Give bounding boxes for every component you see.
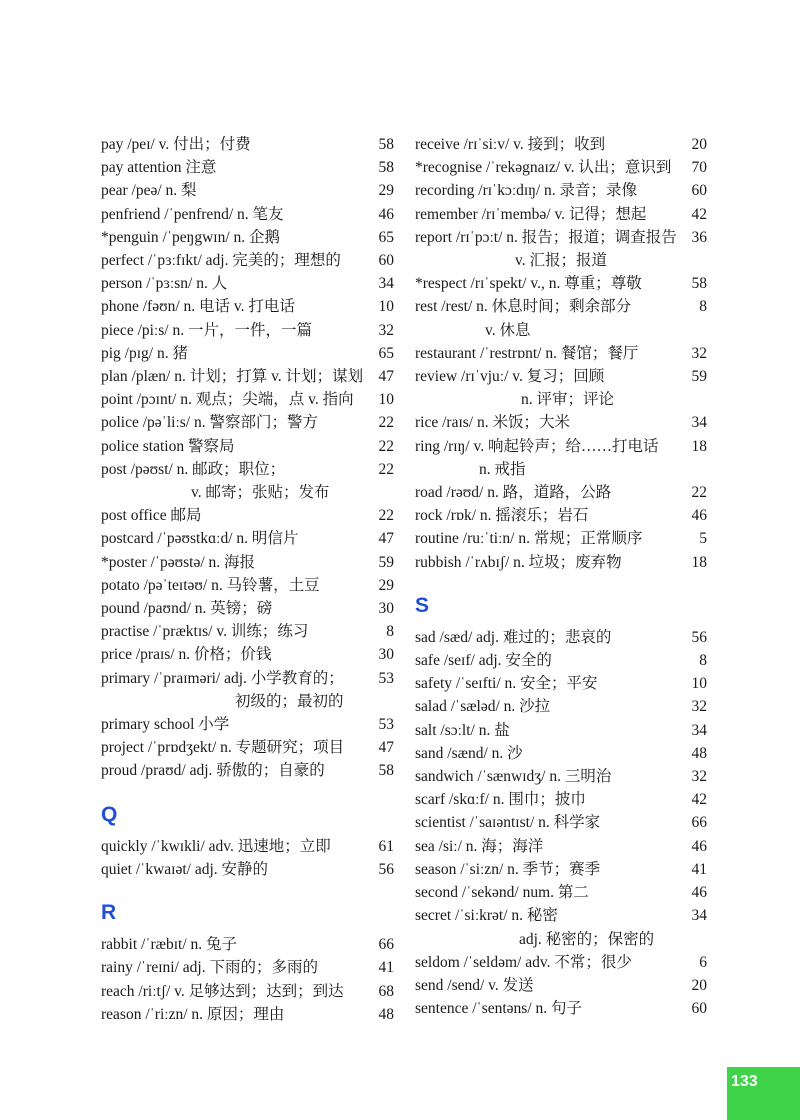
index-entry bbox=[415, 156, 707, 179]
entry-text: postcard /ˈpəʊstkɑːd/ n. 明信片 bbox=[101, 530, 299, 548]
entry-text: season /ˈsiːzn/ n. 季节；赛季 bbox=[415, 860, 601, 878]
entry-text: pay /peɪ/ v. 付出；付费 bbox=[101, 136, 251, 153]
entry-text: scarf /skɑːf/ n. 围巾；披巾 bbox=[415, 791, 586, 809]
index-entry bbox=[415, 835, 707, 858]
index-entry bbox=[101, 365, 394, 388]
entry-text: penfriend /ˈpenfrend/ n. 笔友 bbox=[101, 205, 284, 223]
index-entry bbox=[415, 272, 707, 295]
entry-page-number: 56 bbox=[691, 628, 707, 646]
entry-text: recording /rɪˈkɔːdɪŋ/ n. 录音；录像 bbox=[415, 182, 638, 200]
entry-page-number: 10 bbox=[378, 391, 394, 409]
index-entry bbox=[415, 203, 707, 226]
entry-text: post /pəʊst/ n. 邮政；职位； bbox=[101, 460, 286, 478]
entry-text: *penguin /ˈpeŋgwɪn/ n. 企鹅 bbox=[101, 228, 281, 246]
entry-page-number: 5 bbox=[699, 530, 707, 548]
index-entry bbox=[415, 411, 707, 434]
entry-page-number: 53 bbox=[378, 716, 394, 734]
entry-text: pound /paʊnd/ n. 英镑；磅 bbox=[101, 600, 273, 618]
entry-page-number: 30 bbox=[378, 646, 394, 664]
entry-page-number: 41 bbox=[691, 860, 707, 878]
entry-page-number: 46 bbox=[691, 884, 707, 902]
index-entry bbox=[101, 551, 394, 574]
entry-text: review /rɪˈvjuː/ v. 复习；回顾 bbox=[415, 368, 605, 386]
entry-page-number: 58 bbox=[378, 136, 394, 153]
entry-page-number: 22 bbox=[378, 460, 394, 478]
index-entry bbox=[415, 695, 707, 718]
index-entry bbox=[415, 342, 707, 365]
entry-text: rice /raɪs/ n. 米饭；大米 bbox=[415, 414, 570, 432]
index-column-left bbox=[101, 133, 394, 1026]
entry-page-number: 47 bbox=[378, 530, 394, 548]
entry-text: sand /sænd/ n. 沙 bbox=[415, 744, 523, 762]
entry-page-number: 34 bbox=[378, 275, 394, 293]
index-entry bbox=[415, 226, 707, 272]
entry-continuation: v. 休息 bbox=[485, 321, 531, 339]
index-entry bbox=[101, 643, 394, 666]
entry-page-number: 56 bbox=[378, 860, 394, 878]
index-entry bbox=[101, 667, 394, 713]
entry-text: price /praɪs/ n. 价格；价钱 bbox=[101, 646, 272, 664]
entry-page-number: 41 bbox=[378, 959, 394, 977]
entry-page-number: 47 bbox=[378, 368, 394, 386]
index-entry bbox=[101, 933, 394, 956]
entry-text: rainy /ˈreɪni/ adj. 下雨的；多雨的 bbox=[101, 959, 318, 977]
entry-page-number: 8 bbox=[699, 298, 707, 316]
entry-text: second /ˈsekənd/ num. 第二 bbox=[415, 884, 589, 902]
entry-page-number: 48 bbox=[691, 744, 707, 762]
entry-page-number: 32 bbox=[691, 344, 707, 362]
index-entry bbox=[415, 295, 707, 341]
entry-text: pig /pɪg/ n. 猪 bbox=[101, 344, 188, 362]
entry-page-number: 66 bbox=[378, 936, 394, 954]
entry-page-number: 22 bbox=[378, 507, 394, 525]
entry-text: secret /ˈsiːkrət/ n. 秘密 bbox=[415, 907, 558, 925]
entry-continuation: adj. 秘密的；保密的 bbox=[519, 930, 655, 948]
index-entry bbox=[101, 597, 394, 620]
index-entry bbox=[415, 527, 707, 550]
index-entry bbox=[101, 980, 394, 1003]
entry-page-number: 22 bbox=[378, 437, 394, 455]
entry-page-number: 20 bbox=[691, 976, 707, 994]
index-entry bbox=[101, 272, 394, 295]
entry-text: rabbit /ˈræbɪt/ n. 兔子 bbox=[101, 936, 238, 954]
index-entry bbox=[415, 672, 707, 695]
entry-page-number: 58 bbox=[378, 159, 394, 177]
index-entry bbox=[101, 713, 394, 736]
index-entry bbox=[415, 974, 707, 997]
entry-page-number: 46 bbox=[691, 507, 707, 525]
entry-page-number: 53 bbox=[378, 669, 394, 687]
entry-text: quiet /ˈkwaɪət/ adj. 安静的 bbox=[101, 860, 269, 878]
entry-text: quickly /ˈkwɪkli/ adv. 迅速地；立即 bbox=[101, 837, 331, 855]
entry-text: *respect /rɪˈspekt/ v., n. 尊重；尊敬 bbox=[415, 275, 642, 293]
entry-text: piece /piːs/ n. 一片，一件，一篇 bbox=[101, 321, 312, 339]
index-entry bbox=[415, 481, 707, 504]
entry-page-number: 22 bbox=[691, 484, 707, 502]
index-column-right bbox=[415, 133, 707, 1020]
index-entry bbox=[415, 765, 707, 788]
index-entry bbox=[101, 133, 394, 156]
entry-text: pay attention 注意 bbox=[101, 159, 217, 177]
entry-text: seldom /ˈseldəm/ adv. 不常；很少 bbox=[415, 953, 632, 971]
entry-page-number: 10 bbox=[691, 675, 707, 693]
index-entry bbox=[101, 504, 394, 527]
entry-text: post office 邮局 bbox=[101, 507, 202, 525]
entry-text: primary school 小学 bbox=[101, 716, 230, 734]
index-entry bbox=[101, 411, 394, 434]
index-entry bbox=[101, 1003, 394, 1026]
entry-text: phone /fəʊn/ n. 电话 v. 打电话 bbox=[101, 298, 295, 316]
entry-page-number: 65 bbox=[378, 228, 394, 246]
entry-page-number: 36 bbox=[691, 228, 707, 246]
entry-page-number: 10 bbox=[378, 298, 394, 316]
index-entry bbox=[415, 133, 707, 156]
entry-text: perfect /ˈpɜːfɪkt/ adj. 完美的；理想的 bbox=[101, 252, 341, 270]
index-entry bbox=[415, 881, 707, 904]
entry-text: practise /ˈpræktɪs/ v. 训练；练习 bbox=[101, 623, 309, 641]
entry-page-number: 22 bbox=[378, 414, 394, 432]
index-entry bbox=[101, 342, 394, 365]
entry-page-number: 47 bbox=[378, 739, 394, 757]
index-entry bbox=[101, 295, 394, 318]
entry-page-number: 29 bbox=[378, 576, 394, 594]
index-entry bbox=[101, 388, 394, 411]
index-entry bbox=[101, 319, 394, 342]
entry-text: potato /pəˈteɪtəʊ/ n. 马铃薯，土豆 bbox=[101, 576, 320, 594]
entry-continuation: n. 评审；评论 bbox=[521, 391, 615, 409]
entry-page-number: 42 bbox=[691, 205, 707, 223]
entry-text: project /ˈprɒdʒekt/ n. 专题研究；项目 bbox=[101, 739, 345, 757]
entry-continuation: n. 戒指 bbox=[479, 460, 526, 478]
entry-text: safety /ˈseɪfti/ n. 安全；平安 bbox=[415, 675, 598, 693]
entry-page-number: 58 bbox=[378, 762, 394, 780]
index-entry bbox=[415, 997, 707, 1020]
entry-page-number: 42 bbox=[691, 791, 707, 809]
entry-text: sea /siː/ n. 海；海洋 bbox=[415, 837, 544, 855]
index-entry bbox=[415, 811, 707, 834]
entry-text: salt /sɔːlt/ n. 盐 bbox=[415, 721, 510, 739]
index-entry bbox=[101, 835, 394, 858]
entry-text: routine /ruːˈtiːn/ n. 常规；正常顺序 bbox=[415, 530, 643, 548]
entry-text: salad /ˈsæləd/ n. 沙拉 bbox=[415, 698, 551, 716]
entry-text: person /ˈpɜːsn/ n. 人 bbox=[101, 275, 228, 293]
entry-text: sandwich /ˈsænwɪdʒ/ n. 三明治 bbox=[415, 768, 612, 786]
entry-text: reason /ˈriːzn/ n. 原因；理由 bbox=[101, 1005, 285, 1023]
section-letter-r: R bbox=[101, 901, 117, 925]
index-entry bbox=[415, 626, 707, 649]
index-entry bbox=[415, 858, 707, 881]
entry-page-number: 58 bbox=[691, 275, 707, 293]
index-entry bbox=[101, 249, 394, 272]
index-entry bbox=[101, 458, 394, 504]
entry-page-number: 46 bbox=[691, 837, 707, 855]
index-entry bbox=[415, 435, 707, 481]
entry-page-number: 65 bbox=[378, 344, 394, 362]
index-entry bbox=[415, 788, 707, 811]
index-entry bbox=[415, 951, 707, 974]
entry-text: pear /peə/ n. 梨 bbox=[101, 182, 197, 200]
index-entry bbox=[101, 736, 394, 759]
entry-page-number: 29 bbox=[378, 182, 394, 200]
entry-text: point /pɔɪnt/ n. 观点；尖端，点 v. 指向 bbox=[101, 391, 354, 409]
entry-text: scientist /ˈsaɪəntɪst/ n. 科学家 bbox=[415, 814, 601, 832]
entry-page-number: 30 bbox=[378, 600, 394, 618]
entry-page-number: 60 bbox=[691, 182, 707, 200]
index-entry bbox=[415, 649, 707, 672]
entry-page-number: 32 bbox=[691, 698, 707, 716]
entry-text: receive /rɪˈsiːv/ v. 接到；收到 bbox=[415, 136, 606, 153]
entry-page-number: 59 bbox=[691, 368, 707, 386]
entry-page-number: 8 bbox=[699, 652, 707, 670]
index-entry bbox=[415, 742, 707, 765]
entry-page-number: 66 bbox=[691, 814, 707, 832]
entry-page-number: 61 bbox=[378, 837, 394, 855]
index-entry bbox=[101, 435, 394, 458]
entry-page-number: 48 bbox=[378, 1005, 394, 1023]
section-letter-q: Q bbox=[101, 802, 118, 826]
entry-text: road /rəʊd/ n. 路，道路，公路 bbox=[415, 484, 612, 502]
entry-page-number: 68 bbox=[378, 982, 394, 1000]
index-entry bbox=[415, 904, 707, 950]
index-entry bbox=[101, 527, 394, 550]
entry-text: remember /rɪˈmembə/ v. 记得；想起 bbox=[415, 205, 647, 223]
index-entry bbox=[101, 179, 394, 202]
index-entry bbox=[415, 719, 707, 742]
entry-continuation: v. 汇报；报道 bbox=[515, 252, 607, 270]
entry-page-number: 34 bbox=[691, 721, 707, 739]
entry-text: restaurant /ˈrestrɒnt/ n. 餐馆；餐厅 bbox=[415, 344, 639, 362]
entry-text: plan /plæn/ n. 计划；打算 v. 计划；谋划 bbox=[101, 368, 364, 386]
entry-text: rubbish /ˈrʌbɪʃ/ n. 垃圾；废弃物 bbox=[415, 553, 622, 571]
index-entry bbox=[101, 203, 394, 226]
entry-page-number: 34 bbox=[691, 907, 707, 925]
entry-text: rock /rɒk/ n. 摇滚乐；岩石 bbox=[415, 507, 589, 525]
index-entry bbox=[101, 620, 394, 643]
entry-page-number: 32 bbox=[378, 321, 394, 339]
section-letter-s: S bbox=[415, 593, 430, 617]
entry-continuation: v. 邮寄；张贴；发布 bbox=[191, 484, 330, 502]
index-entry bbox=[101, 858, 394, 881]
index-entry bbox=[101, 759, 394, 782]
index-entry bbox=[101, 226, 394, 249]
index-entry bbox=[415, 365, 707, 411]
entry-text: send /send/ v. 发送 bbox=[415, 976, 534, 994]
entry-text: rest /rest/ n. 休息时间；剩余部分 bbox=[415, 298, 632, 316]
entry-page-number: 70 bbox=[691, 159, 707, 177]
index-entry bbox=[101, 574, 394, 597]
index-entry bbox=[101, 156, 394, 179]
index-entry bbox=[101, 956, 394, 979]
entry-text: primary /ˈpraɪməri/ adj. 小学教育的； bbox=[101, 669, 344, 687]
entry-continuation: 初级的；最初的 bbox=[235, 692, 344, 710]
entry-page-number: 34 bbox=[691, 414, 707, 432]
entry-text: sentence /ˈsentəns/ n. 句子 bbox=[415, 1000, 583, 1018]
entry-text: ring /rɪŋ/ v. 响起铃声；给……打电话 bbox=[415, 437, 659, 455]
entry-text: *recognise /ˈrekəgnaɪz/ v. 认出；意识到 bbox=[415, 159, 672, 177]
page-number-tab bbox=[727, 1067, 800, 1120]
entry-text: report /rɪˈpɔːt/ n. 报告；报道；调查报告 bbox=[415, 228, 677, 246]
index-entry bbox=[415, 551, 707, 574]
index-entry bbox=[415, 504, 707, 527]
entry-text: reach /riːtʃ/ v. 足够达到；达到；到达 bbox=[101, 982, 344, 1000]
page-number: 133 bbox=[731, 1073, 758, 1090]
entry-page-number: 18 bbox=[691, 437, 707, 455]
entry-text: safe /seɪf/ adj. 安全的 bbox=[415, 652, 552, 670]
entry-page-number: 46 bbox=[378, 205, 394, 223]
entry-page-number: 59 bbox=[378, 553, 394, 571]
entry-page-number: 20 bbox=[691, 136, 707, 153]
entry-text: police /pəˈliːs/ n. 警察部门；警方 bbox=[101, 414, 318, 432]
entry-page-number: 8 bbox=[386, 623, 394, 641]
index-entry bbox=[415, 179, 707, 202]
entry-page-number: 60 bbox=[378, 252, 394, 270]
entry-text: *poster /ˈpəʊstə/ n. 海报 bbox=[101, 553, 256, 571]
entry-page-number: 60 bbox=[691, 1000, 707, 1018]
entry-text: sad /sæd/ adj. 难过的；悲哀的 bbox=[415, 628, 612, 646]
entry-text: proud /praʊd/ adj. 骄傲的；自豪的 bbox=[101, 762, 325, 780]
entry-text: police station 警察局 bbox=[101, 437, 235, 455]
entry-page-number: 6 bbox=[699, 953, 707, 971]
entry-page-number: 32 bbox=[691, 768, 707, 786]
entry-page-number: 18 bbox=[691, 553, 707, 571]
